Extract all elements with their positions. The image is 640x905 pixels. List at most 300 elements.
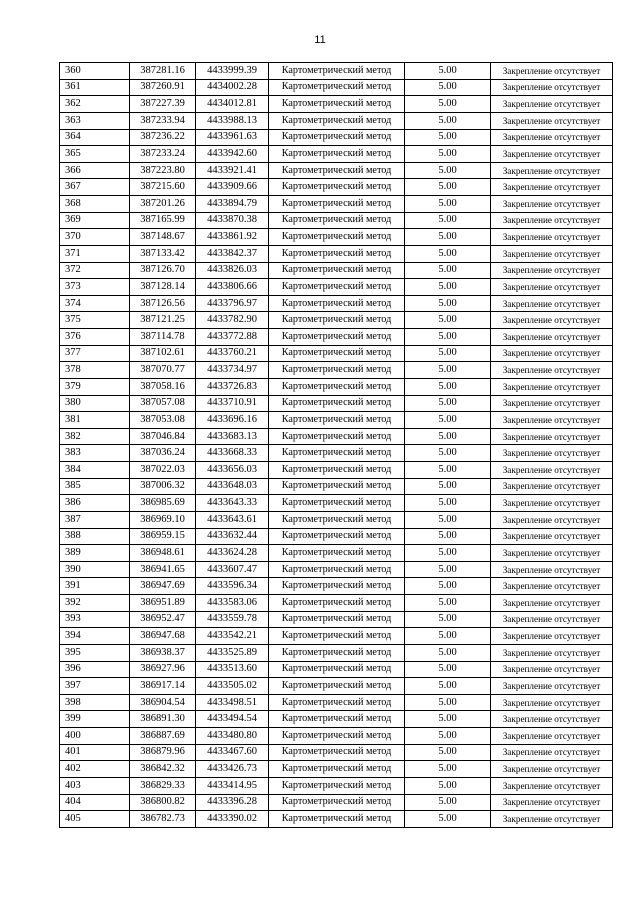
fixing-description-cell: Закрепление отсутствует (491, 445, 613, 462)
accuracy-cell: 5.00 (405, 711, 491, 728)
y-coordinate-cell: 4433909.66 (196, 179, 269, 196)
method-cell: Картометрический метод (269, 412, 405, 429)
method-cell: Картометрический метод (269, 179, 405, 196)
method-cell: Картометрический метод (269, 511, 405, 528)
method-cell: Картометрический метод (269, 196, 405, 213)
x-coordinate-cell: 387148.67 (130, 229, 196, 246)
y-coordinate-cell: 4433999.39 (196, 63, 269, 80)
y-coordinate-cell: 4433480.80 (196, 728, 269, 745)
fixing-description-cell: Закрепление отсутствует (491, 412, 613, 429)
x-coordinate-cell: 386904.54 (130, 694, 196, 711)
method-cell: Картометрический метод (269, 462, 405, 479)
y-coordinate-cell: 4433414.95 (196, 777, 269, 794)
accuracy-cell: 5.00 (405, 694, 491, 711)
point-number-cell: 381 (60, 412, 130, 429)
point-number-cell: 385 (60, 478, 130, 495)
x-coordinate-cell: 387236.22 (130, 129, 196, 146)
x-coordinate-cell: 387022.03 (130, 462, 196, 479)
method-cell: Картометрический метод (269, 162, 405, 179)
fixing-description-cell: Закрепление отсутствует (491, 545, 613, 562)
table-row (60, 362, 613, 379)
method-cell: Картометрический метод (269, 661, 405, 678)
y-coordinate-cell: 4433870.38 (196, 212, 269, 229)
table-row (60, 262, 613, 279)
point-number-cell: 375 (60, 312, 130, 329)
fixing-description-cell: Закрепление отсутствует (491, 262, 613, 279)
table-row (60, 445, 613, 462)
y-coordinate-cell: 4433782.90 (196, 312, 269, 329)
fixing-description-cell: Закрепление отсутствует (491, 196, 613, 213)
method-cell: Картометрический метод (269, 79, 405, 96)
accuracy-cell: 5.00 (405, 478, 491, 495)
method-cell: Картометрический метод (269, 445, 405, 462)
point-number-cell: 391 (60, 578, 130, 595)
x-coordinate-cell: 386891.30 (130, 711, 196, 728)
fixing-description-cell: Закрепление отсутствует (491, 112, 613, 129)
y-coordinate-cell: 4433596.34 (196, 578, 269, 595)
method-cell: Картометрический метод (269, 345, 405, 362)
x-coordinate-cell: 386938.37 (130, 644, 196, 661)
accuracy-cell: 5.00 (405, 196, 491, 213)
fixing-description-cell: Закрепление отсутствует (491, 229, 613, 246)
point-number-cell: 361 (60, 79, 130, 96)
table-row (60, 395, 613, 412)
point-number-cell: 389 (60, 545, 130, 562)
table-row (60, 595, 613, 612)
x-coordinate-cell: 387165.99 (130, 212, 196, 229)
x-coordinate-cell: 387128.14 (130, 279, 196, 296)
accuracy-cell: 5.00 (405, 511, 491, 528)
point-number-cell: 374 (60, 295, 130, 312)
table-row (60, 611, 613, 628)
y-coordinate-cell: 4433494.54 (196, 711, 269, 728)
coordinates-table-body (60, 63, 613, 828)
accuracy-cell: 5.00 (405, 561, 491, 578)
method-cell: Картометрический метод (269, 295, 405, 312)
y-coordinate-cell: 4433559.78 (196, 611, 269, 628)
method-cell: Картометрический метод (269, 611, 405, 628)
y-coordinate-cell: 4433772.88 (196, 329, 269, 346)
point-number-cell: 368 (60, 196, 130, 213)
accuracy-cell: 5.00 (405, 644, 491, 661)
accuracy-cell: 5.00 (405, 761, 491, 778)
point-number-cell: 365 (60, 146, 130, 163)
y-coordinate-cell: 4433525.89 (196, 644, 269, 661)
fixing-description-cell: Закрепление отсутствует (491, 478, 613, 495)
method-cell: Картометрический метод (269, 63, 405, 80)
point-number-cell: 399 (60, 711, 130, 728)
method-cell: Картометрический метод (269, 212, 405, 229)
accuracy-cell: 5.00 (405, 777, 491, 794)
accuracy-cell: 5.00 (405, 279, 491, 296)
fixing-description-cell: Закрепление отсутствует (491, 179, 613, 196)
fixing-description-cell: Закрепление отсутствует (491, 162, 613, 179)
y-coordinate-cell: 4433683.13 (196, 428, 269, 445)
y-coordinate-cell: 4433696.16 (196, 412, 269, 429)
fixing-description-cell: Закрепление отсутствует (491, 395, 613, 412)
y-coordinate-cell: 4433426.73 (196, 761, 269, 778)
x-coordinate-cell: 386927.96 (130, 661, 196, 678)
x-coordinate-cell: 387227.39 (130, 96, 196, 113)
x-coordinate-cell: 387046.84 (130, 428, 196, 445)
fixing-description-cell: Закрепление отсутствует (491, 777, 613, 794)
fixing-description-cell: Закрепление отсутствует (491, 96, 613, 113)
y-coordinate-cell: 4433498.51 (196, 694, 269, 711)
fixing-description-cell: Закрепление отсутствует (491, 428, 613, 445)
method-cell: Картометрический метод (269, 312, 405, 329)
fixing-description-cell: Закрепление отсутствует (491, 611, 613, 628)
accuracy-cell: 5.00 (405, 611, 491, 628)
table-row (60, 678, 613, 695)
accuracy-cell: 5.00 (405, 229, 491, 246)
table-row (60, 378, 613, 395)
point-number-cell: 379 (60, 378, 130, 395)
fixing-description-cell: Закрепление отсутствует (491, 711, 613, 728)
table-row (60, 661, 613, 678)
y-coordinate-cell: 4433826.03 (196, 262, 269, 279)
point-number-cell: 390 (60, 561, 130, 578)
x-coordinate-cell: 386952.47 (130, 611, 196, 628)
y-coordinate-cell: 4433643.33 (196, 495, 269, 512)
table-row (60, 777, 613, 794)
table-row (60, 312, 613, 329)
accuracy-cell: 5.00 (405, 146, 491, 163)
x-coordinate-cell: 386829.33 (130, 777, 196, 794)
accuracy-cell: 5.00 (405, 545, 491, 562)
accuracy-cell: 5.00 (405, 628, 491, 645)
fixing-description-cell: Закрепление отсутствует (491, 212, 613, 229)
x-coordinate-cell: 387057.08 (130, 395, 196, 412)
point-number-cell: 395 (60, 644, 130, 661)
method-cell: Картометрический метод (269, 694, 405, 711)
x-coordinate-cell: 387281.16 (130, 63, 196, 80)
y-coordinate-cell: 4433513.60 (196, 661, 269, 678)
method-cell: Картометрический метод (269, 595, 405, 612)
y-coordinate-cell: 4433542.21 (196, 628, 269, 645)
table-row (60, 345, 613, 362)
accuracy-cell: 5.00 (405, 312, 491, 329)
fixing-description-cell: Закрепление отсутствует (491, 578, 613, 595)
table-row (60, 744, 613, 761)
point-number-cell: 402 (60, 761, 130, 778)
y-coordinate-cell: 4433988.13 (196, 112, 269, 129)
accuracy-cell: 5.00 (405, 578, 491, 595)
fixing-description-cell: Закрепление отсутствует (491, 528, 613, 545)
x-coordinate-cell: 387233.24 (130, 146, 196, 163)
point-number-cell: 360 (60, 63, 130, 80)
x-coordinate-cell: 386947.68 (130, 628, 196, 645)
fixing-description-cell: Закрепление отсутствует (491, 345, 613, 362)
fixing-description-cell: Закрепление отсутствует (491, 295, 613, 312)
x-coordinate-cell: 387121.25 (130, 312, 196, 329)
accuracy-cell: 5.00 (405, 528, 491, 545)
method-cell: Картометрический метод (269, 528, 405, 545)
fixing-description-cell: Закрепление отсутствует (491, 146, 613, 163)
x-coordinate-cell: 386969.10 (130, 511, 196, 528)
table-row (60, 711, 613, 728)
method-cell: Картометрический метод (269, 428, 405, 445)
x-coordinate-cell: 387126.70 (130, 262, 196, 279)
y-coordinate-cell: 4433656.03 (196, 462, 269, 479)
fixing-description-cell: Закрепление отсутствует (491, 811, 613, 828)
point-number-cell: 393 (60, 611, 130, 628)
x-coordinate-cell: 386951.89 (130, 595, 196, 612)
x-coordinate-cell: 386947.69 (130, 578, 196, 595)
point-number-cell: 400 (60, 728, 130, 745)
accuracy-cell: 5.00 (405, 678, 491, 695)
table-row (60, 412, 613, 429)
point-number-cell: 392 (60, 595, 130, 612)
method-cell: Картометрический метод (269, 112, 405, 129)
table-row (60, 146, 613, 163)
x-coordinate-cell: 387133.42 (130, 245, 196, 262)
accuracy-cell: 5.00 (405, 162, 491, 179)
accuracy-cell: 5.00 (405, 428, 491, 445)
method-cell: Картометрический метод (269, 811, 405, 828)
method-cell: Картометрический метод (269, 129, 405, 146)
method-cell: Картометрический метод (269, 578, 405, 595)
x-coordinate-cell: 386959.15 (130, 528, 196, 545)
point-number-cell: 380 (60, 395, 130, 412)
point-number-cell: 372 (60, 262, 130, 279)
accuracy-cell: 5.00 (405, 794, 491, 811)
method-cell: Картометрический метод (269, 794, 405, 811)
y-coordinate-cell: 4433734.97 (196, 362, 269, 379)
table-row (60, 112, 613, 129)
x-coordinate-cell: 386782.73 (130, 811, 196, 828)
table-row (60, 428, 613, 445)
x-coordinate-cell: 387260.91 (130, 79, 196, 96)
method-cell: Картометрический метод (269, 245, 405, 262)
method-cell: Картометрический метод (269, 96, 405, 113)
accuracy-cell: 5.00 (405, 378, 491, 395)
fixing-description-cell: Закрепление отсутствует (491, 279, 613, 296)
method-cell: Картометрический метод (269, 495, 405, 512)
y-coordinate-cell: 4433467.60 (196, 744, 269, 761)
table-row (60, 212, 613, 229)
method-cell: Картометрический метод (269, 395, 405, 412)
fixing-description-cell: Закрепление отсутствует (491, 495, 613, 512)
point-number-cell: 369 (60, 212, 130, 229)
fixing-description-cell: Закрепление отсутствует (491, 312, 613, 329)
accuracy-cell: 5.00 (405, 63, 491, 80)
table-row (60, 179, 613, 196)
accuracy-cell: 5.00 (405, 96, 491, 113)
method-cell: Картометрический метод (269, 628, 405, 645)
table-row (60, 561, 613, 578)
point-number-cell: 363 (60, 112, 130, 129)
y-coordinate-cell: 4433710.91 (196, 395, 269, 412)
fixing-description-cell: Закрепление отсутствует (491, 595, 613, 612)
accuracy-cell: 5.00 (405, 179, 491, 196)
coordinates-table (59, 62, 613, 828)
point-number-cell: 377 (60, 345, 130, 362)
point-number-cell: 396 (60, 661, 130, 678)
table-row (60, 578, 613, 595)
accuracy-cell: 5.00 (405, 412, 491, 429)
accuracy-cell: 5.00 (405, 345, 491, 362)
y-coordinate-cell: 4433624.28 (196, 545, 269, 562)
point-number-cell: 405 (60, 811, 130, 828)
table-row (60, 794, 613, 811)
accuracy-cell: 5.00 (405, 212, 491, 229)
point-number-cell: 386 (60, 495, 130, 512)
point-number-cell: 387 (60, 511, 130, 528)
table-row (60, 79, 613, 96)
accuracy-cell: 5.00 (405, 112, 491, 129)
accuracy-cell: 5.00 (405, 129, 491, 146)
x-coordinate-cell: 386948.61 (130, 545, 196, 562)
x-coordinate-cell: 387233.94 (130, 112, 196, 129)
fixing-description-cell: Закрепление отсутствует (491, 661, 613, 678)
table-row (60, 694, 613, 711)
accuracy-cell: 5.00 (405, 262, 491, 279)
accuracy-cell: 5.00 (405, 79, 491, 96)
accuracy-cell: 5.00 (405, 395, 491, 412)
page-number: 11 (314, 34, 326, 46)
x-coordinate-cell: 386879.96 (130, 744, 196, 761)
point-number-cell: 373 (60, 279, 130, 296)
y-coordinate-cell: 4433668.33 (196, 445, 269, 462)
table-row (60, 628, 613, 645)
fixing-description-cell: Закрепление отсутствует (491, 245, 613, 262)
fixing-description-cell: Закрепление отсутствует (491, 744, 613, 761)
accuracy-cell: 5.00 (405, 661, 491, 678)
table-row (60, 528, 613, 545)
y-coordinate-cell: 4433842.37 (196, 245, 269, 262)
table-row (60, 545, 613, 562)
fixing-description-cell: Закрепление отсутствует (491, 644, 613, 661)
x-coordinate-cell: 387215.60 (130, 179, 196, 196)
method-cell: Картометрический метод (269, 644, 405, 661)
accuracy-cell: 5.00 (405, 728, 491, 745)
fixing-description-cell: Закрепление отсутствует (491, 561, 613, 578)
fixing-description-cell: Закрепление отсутствует (491, 694, 613, 711)
x-coordinate-cell: 386985.69 (130, 495, 196, 512)
y-coordinate-cell: 4433806.66 (196, 279, 269, 296)
point-number-cell: 383 (60, 445, 130, 462)
x-coordinate-cell: 387126.56 (130, 295, 196, 312)
x-coordinate-cell: 386941.65 (130, 561, 196, 578)
point-number-cell: 366 (60, 162, 130, 179)
point-number-cell: 403 (60, 777, 130, 794)
accuracy-cell: 5.00 (405, 744, 491, 761)
x-coordinate-cell: 387223.80 (130, 162, 196, 179)
y-coordinate-cell: 4433632.44 (196, 528, 269, 545)
table-row (60, 644, 613, 661)
fixing-description-cell: Закрепление отсутствует (491, 794, 613, 811)
table-row (60, 229, 613, 246)
fixing-description-cell: Закрепление отсутствует (491, 678, 613, 695)
table-row (60, 129, 613, 146)
y-coordinate-cell: 4433894.79 (196, 196, 269, 213)
table-row (60, 761, 613, 778)
fixing-description-cell: Закрепление отсутствует (491, 79, 613, 96)
accuracy-cell: 5.00 (405, 329, 491, 346)
table-row (60, 196, 613, 213)
point-number-cell: 388 (60, 528, 130, 545)
point-number-cell: 378 (60, 362, 130, 379)
x-coordinate-cell: 387058.16 (130, 378, 196, 395)
x-coordinate-cell: 386917.14 (130, 678, 196, 695)
method-cell: Картометрический метод (269, 777, 405, 794)
method-cell: Картометрический метод (269, 761, 405, 778)
x-coordinate-cell: 387006.32 (130, 478, 196, 495)
x-coordinate-cell: 386887.69 (130, 728, 196, 745)
point-number-cell: 376 (60, 329, 130, 346)
method-cell: Картометрический метод (269, 279, 405, 296)
y-coordinate-cell: 4433643.61 (196, 511, 269, 528)
point-number-cell: 384 (60, 462, 130, 479)
point-number-cell: 362 (60, 96, 130, 113)
table-row (60, 245, 613, 262)
method-cell: Картометрический метод (269, 478, 405, 495)
table-row (60, 96, 613, 113)
x-coordinate-cell: 387070.77 (130, 362, 196, 379)
method-cell: Картометрический метод (269, 711, 405, 728)
point-number-cell: 364 (60, 129, 130, 146)
accuracy-cell: 5.00 (405, 495, 491, 512)
table-row (60, 329, 613, 346)
point-number-cell: 397 (60, 678, 130, 695)
accuracy-cell: 5.00 (405, 811, 491, 828)
table-row (60, 811, 613, 828)
fixing-description-cell: Закрепление отсутствует (491, 362, 613, 379)
accuracy-cell: 5.00 (405, 295, 491, 312)
table-row (60, 495, 613, 512)
x-coordinate-cell: 387201.26 (130, 196, 196, 213)
table-row (60, 63, 613, 80)
fixing-description-cell: Закрепление отсутствует (491, 628, 613, 645)
method-cell: Картометрический метод (269, 545, 405, 562)
y-coordinate-cell: 4433861.92 (196, 229, 269, 246)
accuracy-cell: 5.00 (405, 362, 491, 379)
method-cell: Картометрический метод (269, 728, 405, 745)
x-coordinate-cell: 387102.61 (130, 345, 196, 362)
accuracy-cell: 5.00 (405, 462, 491, 479)
fixing-description-cell: Закрепление отсутствует (491, 728, 613, 745)
point-number-cell: 382 (60, 428, 130, 445)
fixing-description-cell: Закрепление отсутствует (491, 511, 613, 528)
x-coordinate-cell: 387114.78 (130, 329, 196, 346)
point-number-cell: 401 (60, 744, 130, 761)
fixing-description-cell: Закрепление отсутствует (491, 378, 613, 395)
point-number-cell: 394 (60, 628, 130, 645)
method-cell: Картометрический метод (269, 229, 405, 246)
x-coordinate-cell: 387053.08 (130, 412, 196, 429)
y-coordinate-cell: 4433583.06 (196, 595, 269, 612)
y-coordinate-cell: 4433505.02 (196, 678, 269, 695)
y-coordinate-cell: 4434002.28 (196, 79, 269, 96)
method-cell: Картометрический метод (269, 146, 405, 163)
table-row (60, 728, 613, 745)
x-coordinate-cell: 387036.24 (130, 445, 196, 462)
method-cell: Картометрический метод (269, 378, 405, 395)
method-cell: Картометрический метод (269, 262, 405, 279)
table-row (60, 279, 613, 296)
fixing-description-cell: Закрепление отсутствует (491, 329, 613, 346)
table-row (60, 162, 613, 179)
point-number-cell: 370 (60, 229, 130, 246)
y-coordinate-cell: 4433942.60 (196, 146, 269, 163)
accuracy-cell: 5.00 (405, 595, 491, 612)
table-row (60, 295, 613, 312)
fixing-description-cell: Закрепление отсутствует (491, 761, 613, 778)
method-cell: Картометрический метод (269, 329, 405, 346)
x-coordinate-cell: 386842.32 (130, 761, 196, 778)
y-coordinate-cell: 4433390.02 (196, 811, 269, 828)
y-coordinate-cell: 4434012.81 (196, 96, 269, 113)
